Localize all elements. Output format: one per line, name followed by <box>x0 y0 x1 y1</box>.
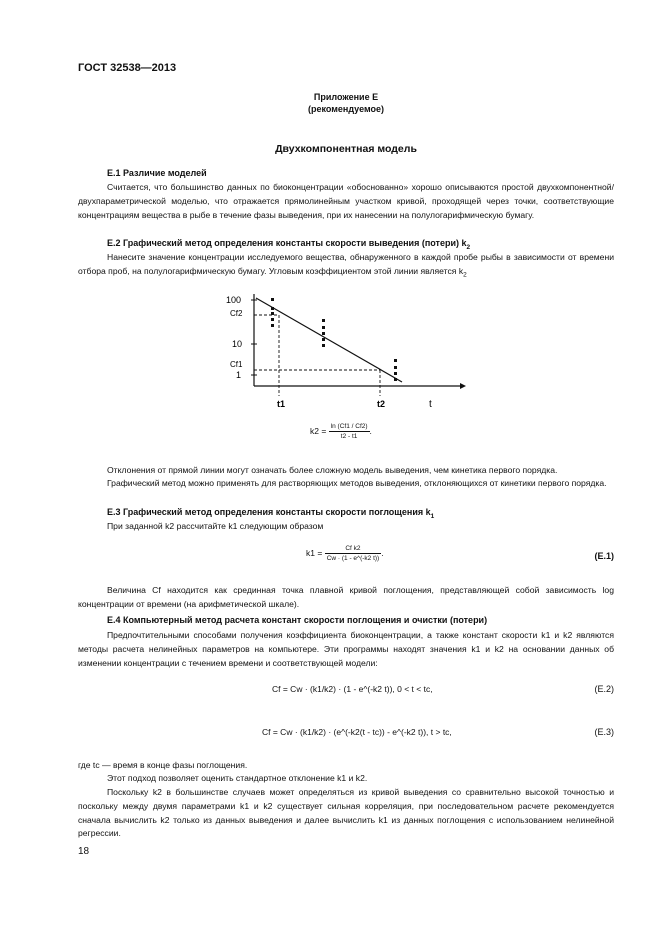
y-tick-1: 1 <box>236 370 242 380</box>
eq-e2-number: (Е.2) <box>594 684 614 694</box>
k1-formula: k1 = $\frac{\text{Cf k2}}{Cw \cdot (1 - e\^{}(-k2 t))}$ . <box>306 545 384 562</box>
e2-after1: Отклонения от прямой линии могут означать более сложную модель выведения, чем кинетика первого порядка. <box>107 465 558 475</box>
e4-text: Предпочтительными способами получения коэффициента биоконцентрации, а также констант скорости k1 и k2 являются методы расчета нелинейных параметров на компьютере. Эти программы находят значения k1 и k2 на основании данных об изменении концентрации с течением времени и соответствующей модели: <box>78 630 614 668</box>
y-tick-10: 10 <box>232 339 243 349</box>
y-tick-100: 100 <box>226 295 242 305</box>
e4-heading: Е.4 Компьютерный метод расчета констант скорости поглощения и очистки (потери) <box>107 615 488 625</box>
x-axis-label: t <box>429 399 432 410</box>
x-mark-t1: t1 <box>277 399 286 409</box>
x-axis-arrow <box>460 383 466 389</box>
eq-e3-number: (Е.3) <box>594 727 614 737</box>
e2-text: Нанесите значение концентрации исследуемого вещества, обнаруженного в каждой пробе рыбы в зависимости от времени отбора проб, на полулогарифмическую бумагу. Угловым коэффициентом этой линии является $k_2$ <box>78 252 614 279</box>
y-mark-cf2: Cf2 <box>230 309 243 318</box>
e2-after2: Графический метод можно применять для растворяющих методов выведения, отклоняющихся от кинетики первого порядка. <box>107 478 607 488</box>
e4-p2: Этот подход позволяет оценить стандартное отклонение k1 и k2. <box>107 773 368 783</box>
e4-where: где tc — время в конце фазы поглощения. <box>78 760 248 770</box>
elimination-graph <box>222 286 472 412</box>
formula-e2: Cf = Cw · (k1/k2) · (1 - e^(-k2 t)), 0 < t < tc, <box>272 684 433 694</box>
k2-formula: k2 = $\frac{\ln (Cf1 / Cf2)}{t2 - t1}$ . <box>310 423 372 440</box>
page-number: 18 <box>78 846 90 857</box>
e3-after: Величина Cf находится как срединная точка плавной кривой поглощения, представляющей собой зависимость log концентрации от времени (на арифметической шкале). <box>78 585 614 609</box>
e3-heading: Е.3 Графический метод определения константы скорости поглощения $k_1$ <box>107 507 435 520</box>
e4-p3: Поскольку k2 в большинстве случаев может определяться из кривой выведения со сравнительно высокой точностью и поскольку между двумя параметрами k1 и k2 существует сильная корреляция, при последовательном расчете рекомендуется сначала вычислить k2 только из данных выведения и далее вычислить k1 из данных поглощения с использованием нелинейной регрессии. <box>78 787 614 839</box>
e1-heading: Е.1 Различие моделей <box>107 168 207 178</box>
fit-line <box>256 298 402 382</box>
e2-heading: Е.2 Графический метод определения константы скорости выведения (потери) $k_2$ <box>107 238 471 251</box>
appendix-title: Приложение Е <box>313 92 379 102</box>
e3-intro: При заданной k2 рассчитайте k1 следующим образом <box>107 521 324 531</box>
standard-header: ГОСТ 32538—2013 <box>78 62 177 74</box>
section-title: Двухкомпонентная модель <box>275 143 417 155</box>
y-mark-cf1: Cf1 <box>230 360 243 369</box>
appendix-subtitle: (рекомендуемое) <box>308 104 384 114</box>
x-mark-t2: t2 <box>377 399 386 409</box>
formula-e3: Cf = Cw · (k1/k2) · (e^(-k2(t - tc)) - e^(-k2 t)), t > tc, <box>262 727 452 737</box>
e1-text: Считается, что большинство данных по биоконцентрации «обоснованно» хорошо описываются простой двухкомпонентной/двухпараметрической моделью, что отражается прямолинейным участком кривой, проходящей через точки, соответствующие концентрациям вещества в рыбе в течение фазы выведения, при их нанесении на полулогарифмическую бумагу. <box>78 182 614 220</box>
eq-e1-number: (Е.1) <box>594 551 614 561</box>
